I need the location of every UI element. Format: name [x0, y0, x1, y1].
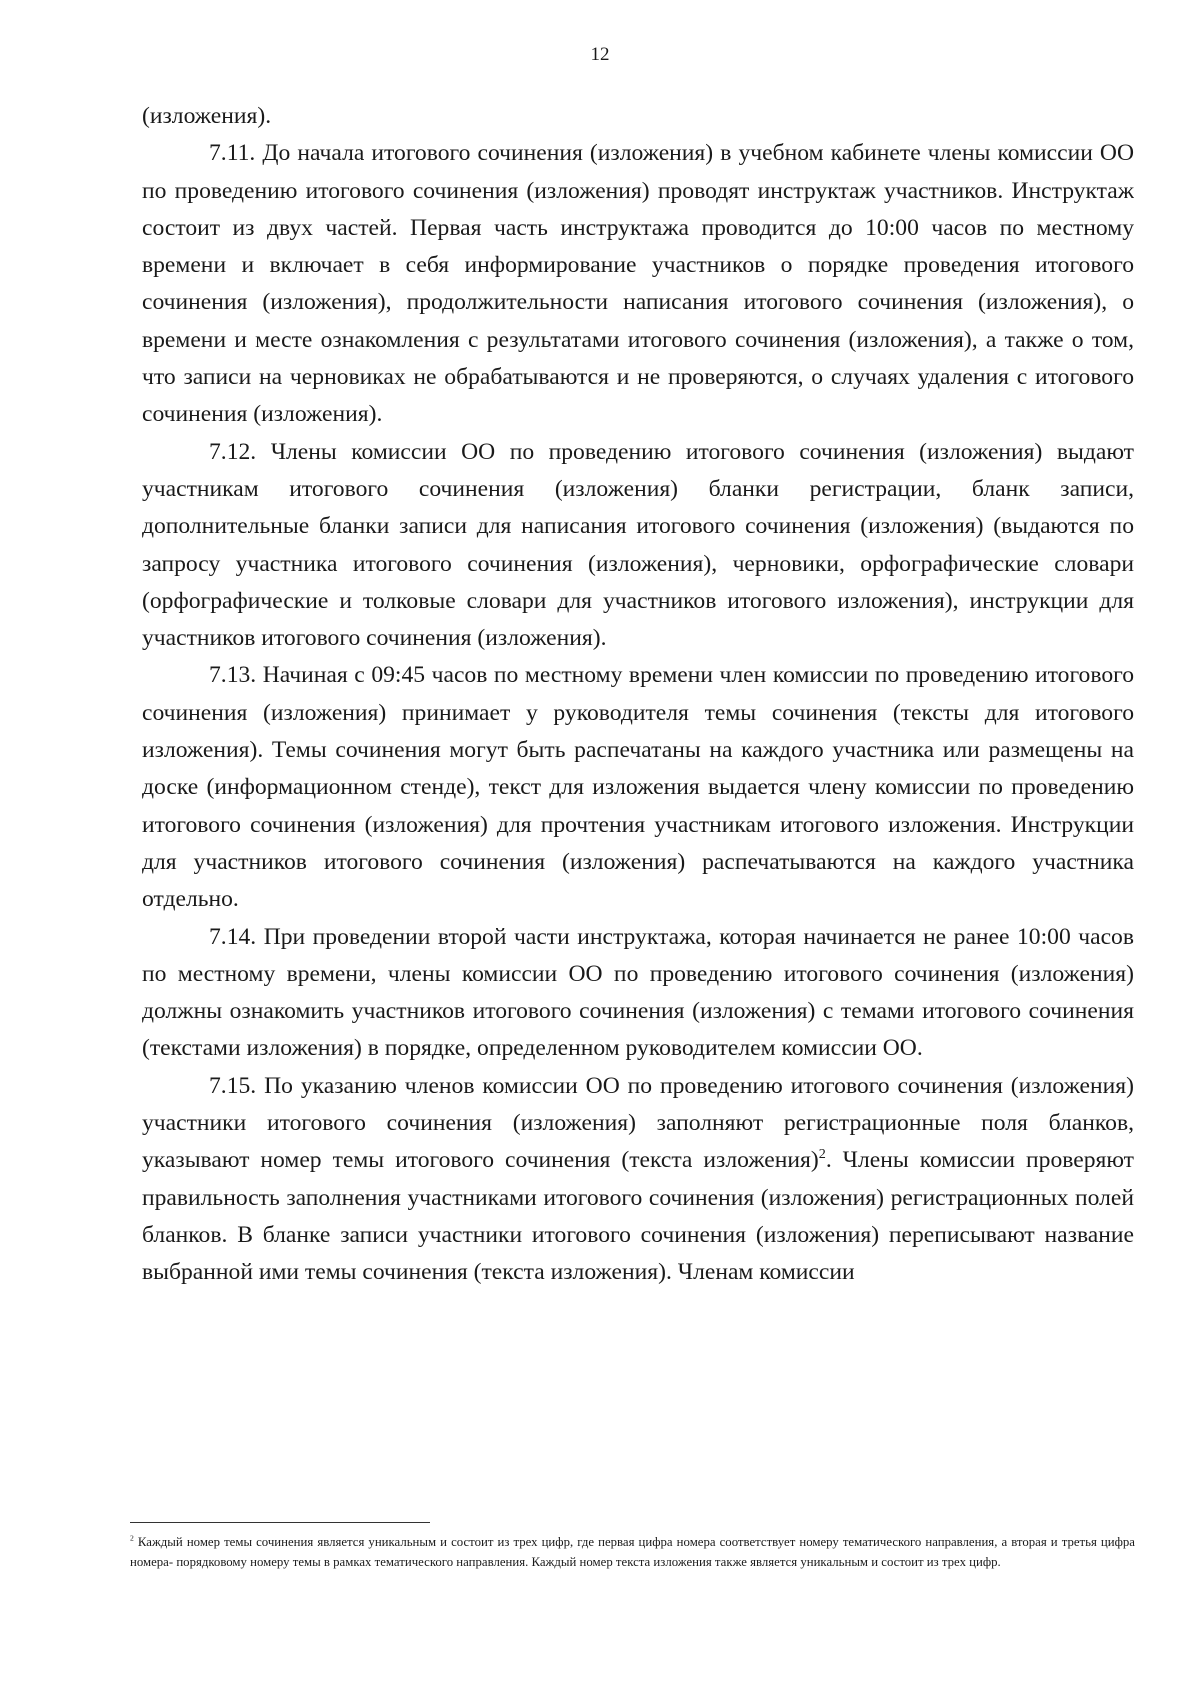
- footnote: [130, 1532, 1135, 1572]
- footnote-text: Каждый номер темы сочинения является уникальным и состоит из трех цифр, где первая цифра номера соответствует номеру тематического направления, а вторая и третья цифра номера- порядковому номеру темы в рамках тематического направления. Каждый номер текста изложения также является уникальным и состоит из трех цифр.: [130, 1535, 1135, 1569]
- paragraph-7-13: 7.13. Начиная с 09:45 часов по местному времени член комиссии по проведению итогового сочинения (изложения) принимает у руководителя темы сочинения (тексты для итогового изложения). Темы сочинения могут быть распечатаны на каждого участника или размещены на доске (информационном стенде), текст для изложения выдается члену комиссии по проведению итогового сочинения (изложения) для прочтения участникам итогового изложения. Инструкции для участников итогового сочинения (изложения) распечатываются на каждого участника отдельно.: [142, 662, 1134, 913]
- paragraph-7-15: [142, 1068, 1134, 1292]
- paragraph-7-11: 7.11. До начала итогового сочинения (изложения) в учебном кабинете члены комиссии ОО по проведению итогового сочинения (изложения) проводят инструктаж участников. Инструктаж состоит из двух частей. Первая часть инструктажа проводится до 10:00 часов по местному времени и включает в себя информирование участников о порядке проведения итогового сочинения (изложения), продолжительности написания итогового сочинения (изложения), о времени и месте ознакомления с результатами итогового сочинения (изложения), а также о том, что записи на черновиках не обрабатываются и не проверяются, о случаях удаления с итогового сочинения (изложения).: [142, 140, 1134, 428]
- paragraph-7-12: 7.12. Члены комиссии ОО по проведению итогового сочинения (изложения) выдают участникам итогового сочинения (изложения) бланки регистрации, бланк записи, дополнительные бланки записи для написания итогового сочинения (изложения) (выдаются по запросу участника итогового сочинения (изложения), черновики, орфографические словари (орфографические и толковые словари для участников итогового изложения), инструкции для участников итогового сочинения (изложения).: [142, 438, 1134, 652]
- footnote-separator: [130, 1522, 430, 1523]
- footnote-marker: 2: [130, 1533, 134, 1543]
- body-text: [142, 98, 1134, 1491]
- page-number: 12: [590, 44, 610, 65]
- paragraph-continuation: (изложения).: [142, 103, 272, 129]
- paragraph-7-14: 7.14. При проведении второй части инструктажа, которая начинается не ранее 10:00 часов по местному времени, члены комиссии ОО по проведению итогового сочинения (изложения) должны ознакомить участников итогового сочинения (изложения) с темами итогового сочинения (текстами изложения) в порядке, определенном руководителем комиссии ОО.: [142, 923, 1134, 1062]
- paragraph-7-15-part-2: . Члены комиссии проверяют правильность заполнения участниками итогового сочинения (изложения) регистрационных полей бланков. В бланке записи участники итогового сочинения (изложения) переписывают название выбранной ими темы сочинения (текста изложения). Членам комиссии: [142, 1147, 1134, 1286]
- footnote-reference: 2: [818, 1146, 826, 1163]
- paragraph-7-15-part-1: 7.15. По указанию членов комиссии ОО по проведению итогового сочинения (изложения) участники итогового сочинения (изложения) заполняют регистрационные поля бланков, указывают номер темы итогового сочинения (текста изложения): [142, 1072, 1134, 1174]
